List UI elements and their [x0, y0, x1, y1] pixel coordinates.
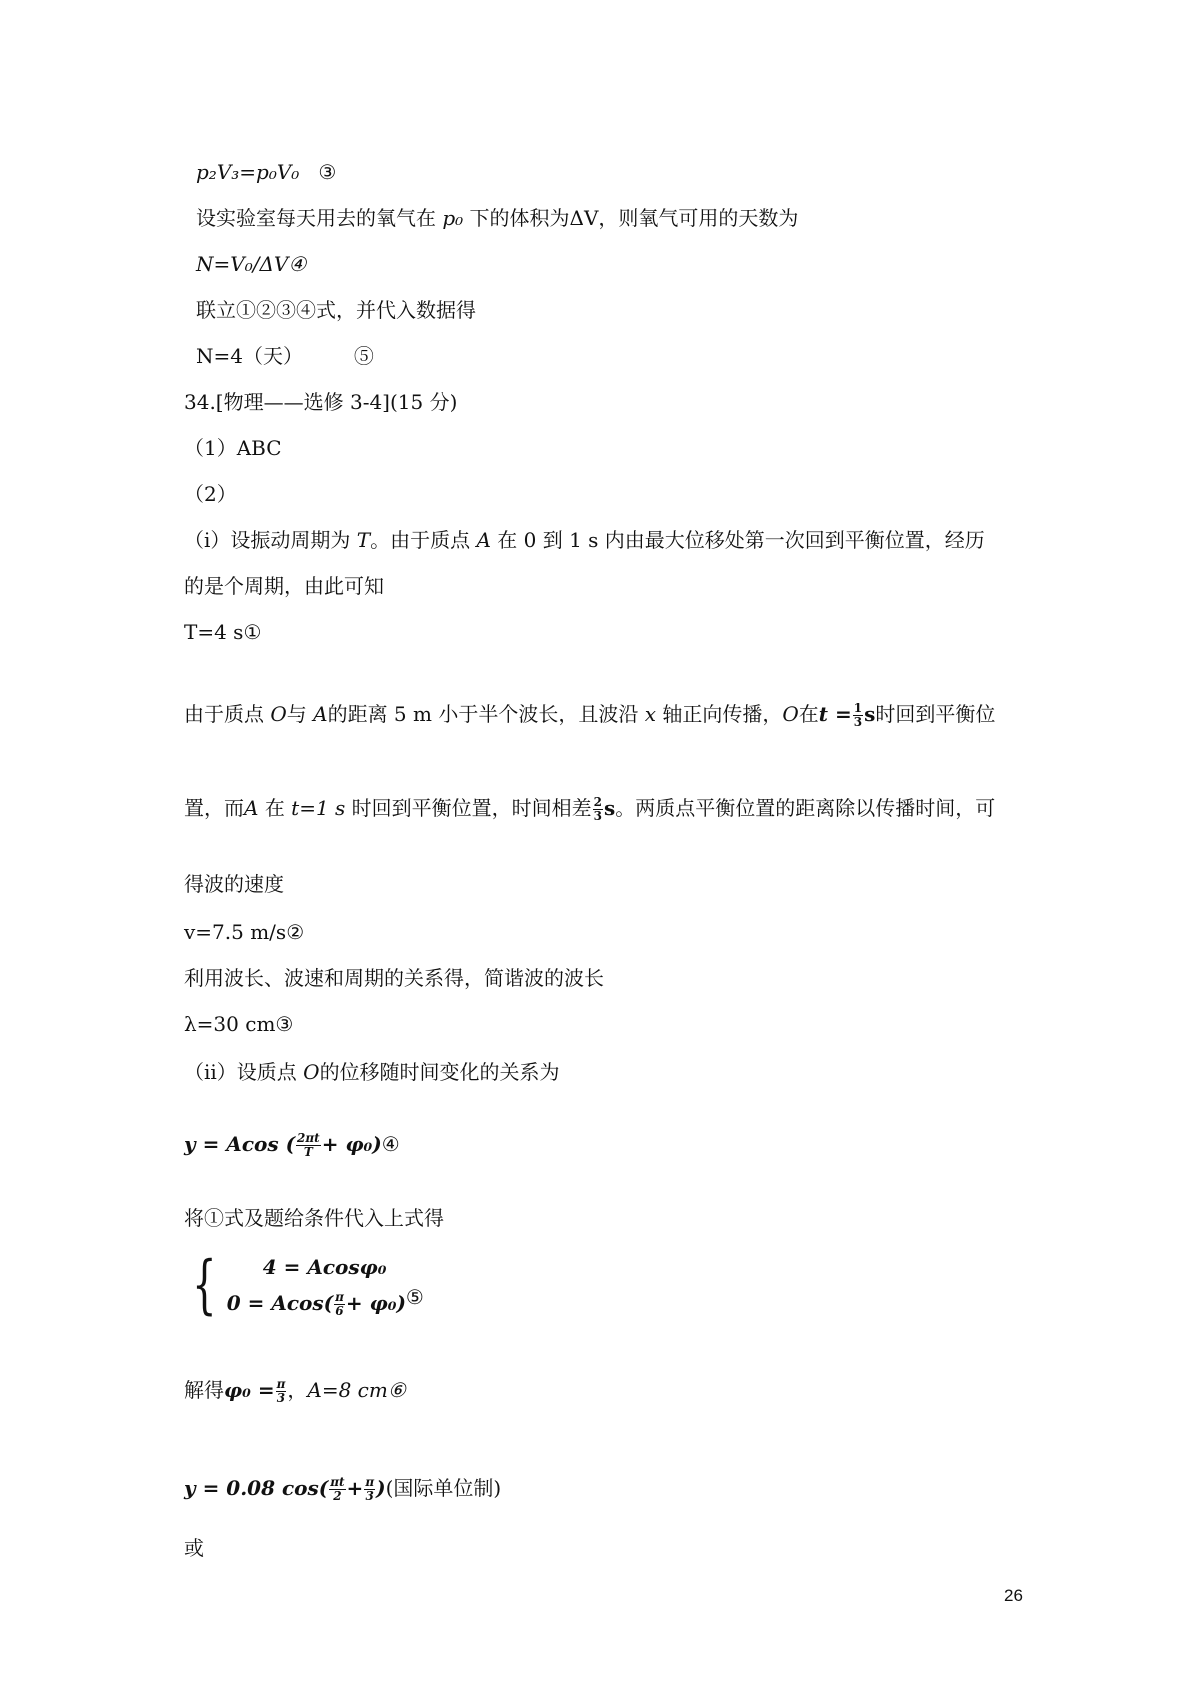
denominator: 3: [593, 809, 603, 823]
equation-final: [184, 1474, 501, 1503]
section-heading-34: 34.[物理——选修 3-4](15 分): [184, 390, 458, 414]
line-wavelength-intro: 利用波长、波速和周期的关系得，简谐波的波长: [184, 966, 604, 990]
text-segment: 与: [286, 702, 307, 726]
math-segment: y = 0.08 cos(: [184, 1476, 329, 1500]
math-segment: + φ₀): [321, 1132, 382, 1156]
line-solve: [184, 1376, 406, 1405]
var-A: A: [244, 796, 259, 820]
text-segment: 在: [264, 796, 285, 820]
equation-4: [184, 1130, 400, 1159]
var-t: t=1 s: [291, 796, 346, 820]
eq-number: ⑤: [405, 1285, 424, 1309]
text-segment: 在 0 到 1 s 内由最大位移处第一次回到平衡位置，经历: [497, 528, 985, 552]
var-O: O: [270, 702, 287, 726]
numerator: 2: [593, 795, 603, 809]
text-segment: 解得: [184, 1378, 224, 1402]
math-segment: y = Acos (: [184, 1132, 296, 1156]
numerator: 1: [853, 701, 863, 715]
numerator: π: [276, 1377, 286, 1391]
text-segment: 由于质点: [184, 702, 264, 726]
text-segment: ，: [287, 1378, 308, 1402]
line-T-result: T=4 s①: [184, 620, 262, 644]
eq-number: ③: [318, 160, 337, 184]
var-x: x: [644, 702, 656, 726]
math-plus: +: [346, 1476, 364, 1500]
page-number: 26: [1004, 1586, 1023, 1605]
denominator: 3: [276, 1391, 286, 1405]
math-segment: + φ₀): [345, 1291, 406, 1315]
line-N-result: [196, 342, 374, 370]
unit-note: (国际单位制): [385, 1476, 502, 1500]
denominator: 2: [333, 1489, 342, 1503]
line-wave-speed-intro: 得波的速度: [184, 872, 284, 896]
line-combine: 联立①②③④式，并代入数据得: [196, 298, 476, 322]
var-O: O: [782, 702, 799, 726]
var-A: A: [313, 702, 328, 726]
text-segment: 。由于质点: [370, 528, 471, 552]
line-distance: [184, 700, 995, 729]
var-T: T: [356, 528, 371, 552]
fraction-two-thirds: [593, 796, 603, 823]
line-period-cont: 的是个周期，由此可知: [184, 574, 384, 598]
text-segment: 轴正向传播，: [662, 702, 783, 726]
fraction-one-third: [853, 702, 863, 729]
text-segment: 的位移随时间变化的关系为: [319, 1060, 560, 1084]
unit-s: s: [864, 702, 876, 726]
unit-s: s: [604, 796, 616, 820]
denominator: 3: [365, 1489, 374, 1503]
system-row-2: [227, 1282, 424, 1318]
line-p2v3: [196, 158, 336, 186]
system-row-1: 4 = Acosφ₀: [262, 1255, 387, 1279]
math-t: t =: [818, 702, 852, 726]
var-p0: p₀: [442, 206, 464, 230]
text-segment: 置，而: [184, 796, 244, 820]
eq-number: ④: [381, 1132, 400, 1156]
text-segment: 时回到平衡位置，时间相差: [351, 796, 592, 820]
fraction-pi-3: [276, 1378, 287, 1405]
fraction-2pit-T: [296, 1132, 321, 1159]
answer-part-2: （2）: [184, 482, 237, 506]
text-segment: （ii）设质点: [184, 1060, 297, 1084]
equation-system-5: [184, 1248, 424, 1322]
line-oxygen-volume: [196, 204, 798, 232]
numerator: 2πt: [297, 1131, 320, 1145]
numerator: πt: [330, 1475, 345, 1489]
equation-p2v3: p₂V₃=p₀V₀: [196, 160, 300, 184]
text-segment: 。两质点平衡位置的距离除以传播时间，可: [615, 796, 996, 820]
text-segment: 的距离 5 m 小于半个波长，且波沿: [327, 702, 639, 726]
numerator: π: [335, 1290, 344, 1304]
line-v-result: v=7.5 m/s②: [184, 920, 305, 944]
text-segment: （i）设振动周期为: [184, 528, 351, 552]
line-time-diff: [184, 794, 995, 823]
fraction-pi-3: [364, 1476, 375, 1503]
var-O: O: [303, 1060, 320, 1084]
math-paren: ): [376, 1476, 386, 1500]
line-N-formula: N=V₀/ΔV④: [196, 252, 307, 276]
eq-number: ⑤: [353, 344, 374, 368]
numerator: π: [365, 1475, 375, 1489]
left-brace: {: [192, 1248, 217, 1322]
line-or: 或: [184, 1536, 204, 1560]
var-A: A: [476, 528, 491, 552]
text-segment: 设实验室每天用去的氧气在: [196, 206, 436, 230]
math-phi0: φ₀ =: [224, 1378, 275, 1402]
text-segment: 下的体积为ΔV，则氧气可用的天数为: [469, 206, 799, 230]
text-segment: 时回到平衡位: [875, 702, 996, 726]
denominator: 3: [853, 715, 863, 729]
denominator: 6: [335, 1304, 344, 1318]
text-segment: 在: [798, 702, 819, 726]
fraction-pit-2: [329, 1476, 345, 1503]
answer-part-1: （1）ABC: [184, 436, 282, 460]
system-rows: [227, 1252, 424, 1318]
line-period-intro: [184, 526, 985, 554]
fraction-pi-6: [334, 1291, 345, 1318]
line-substitute: 将①式及题给条件代入上式得: [184, 1206, 444, 1230]
denominator: T: [303, 1145, 313, 1159]
result-A: A=8 cm⑥: [307, 1378, 406, 1402]
line-lambda-result: λ=30 cm③: [184, 1012, 294, 1036]
text-segment: N=4（天）: [196, 344, 303, 368]
line-displacement-intro: [184, 1058, 560, 1086]
math-segment: 0 = Acos(: [226, 1291, 334, 1315]
